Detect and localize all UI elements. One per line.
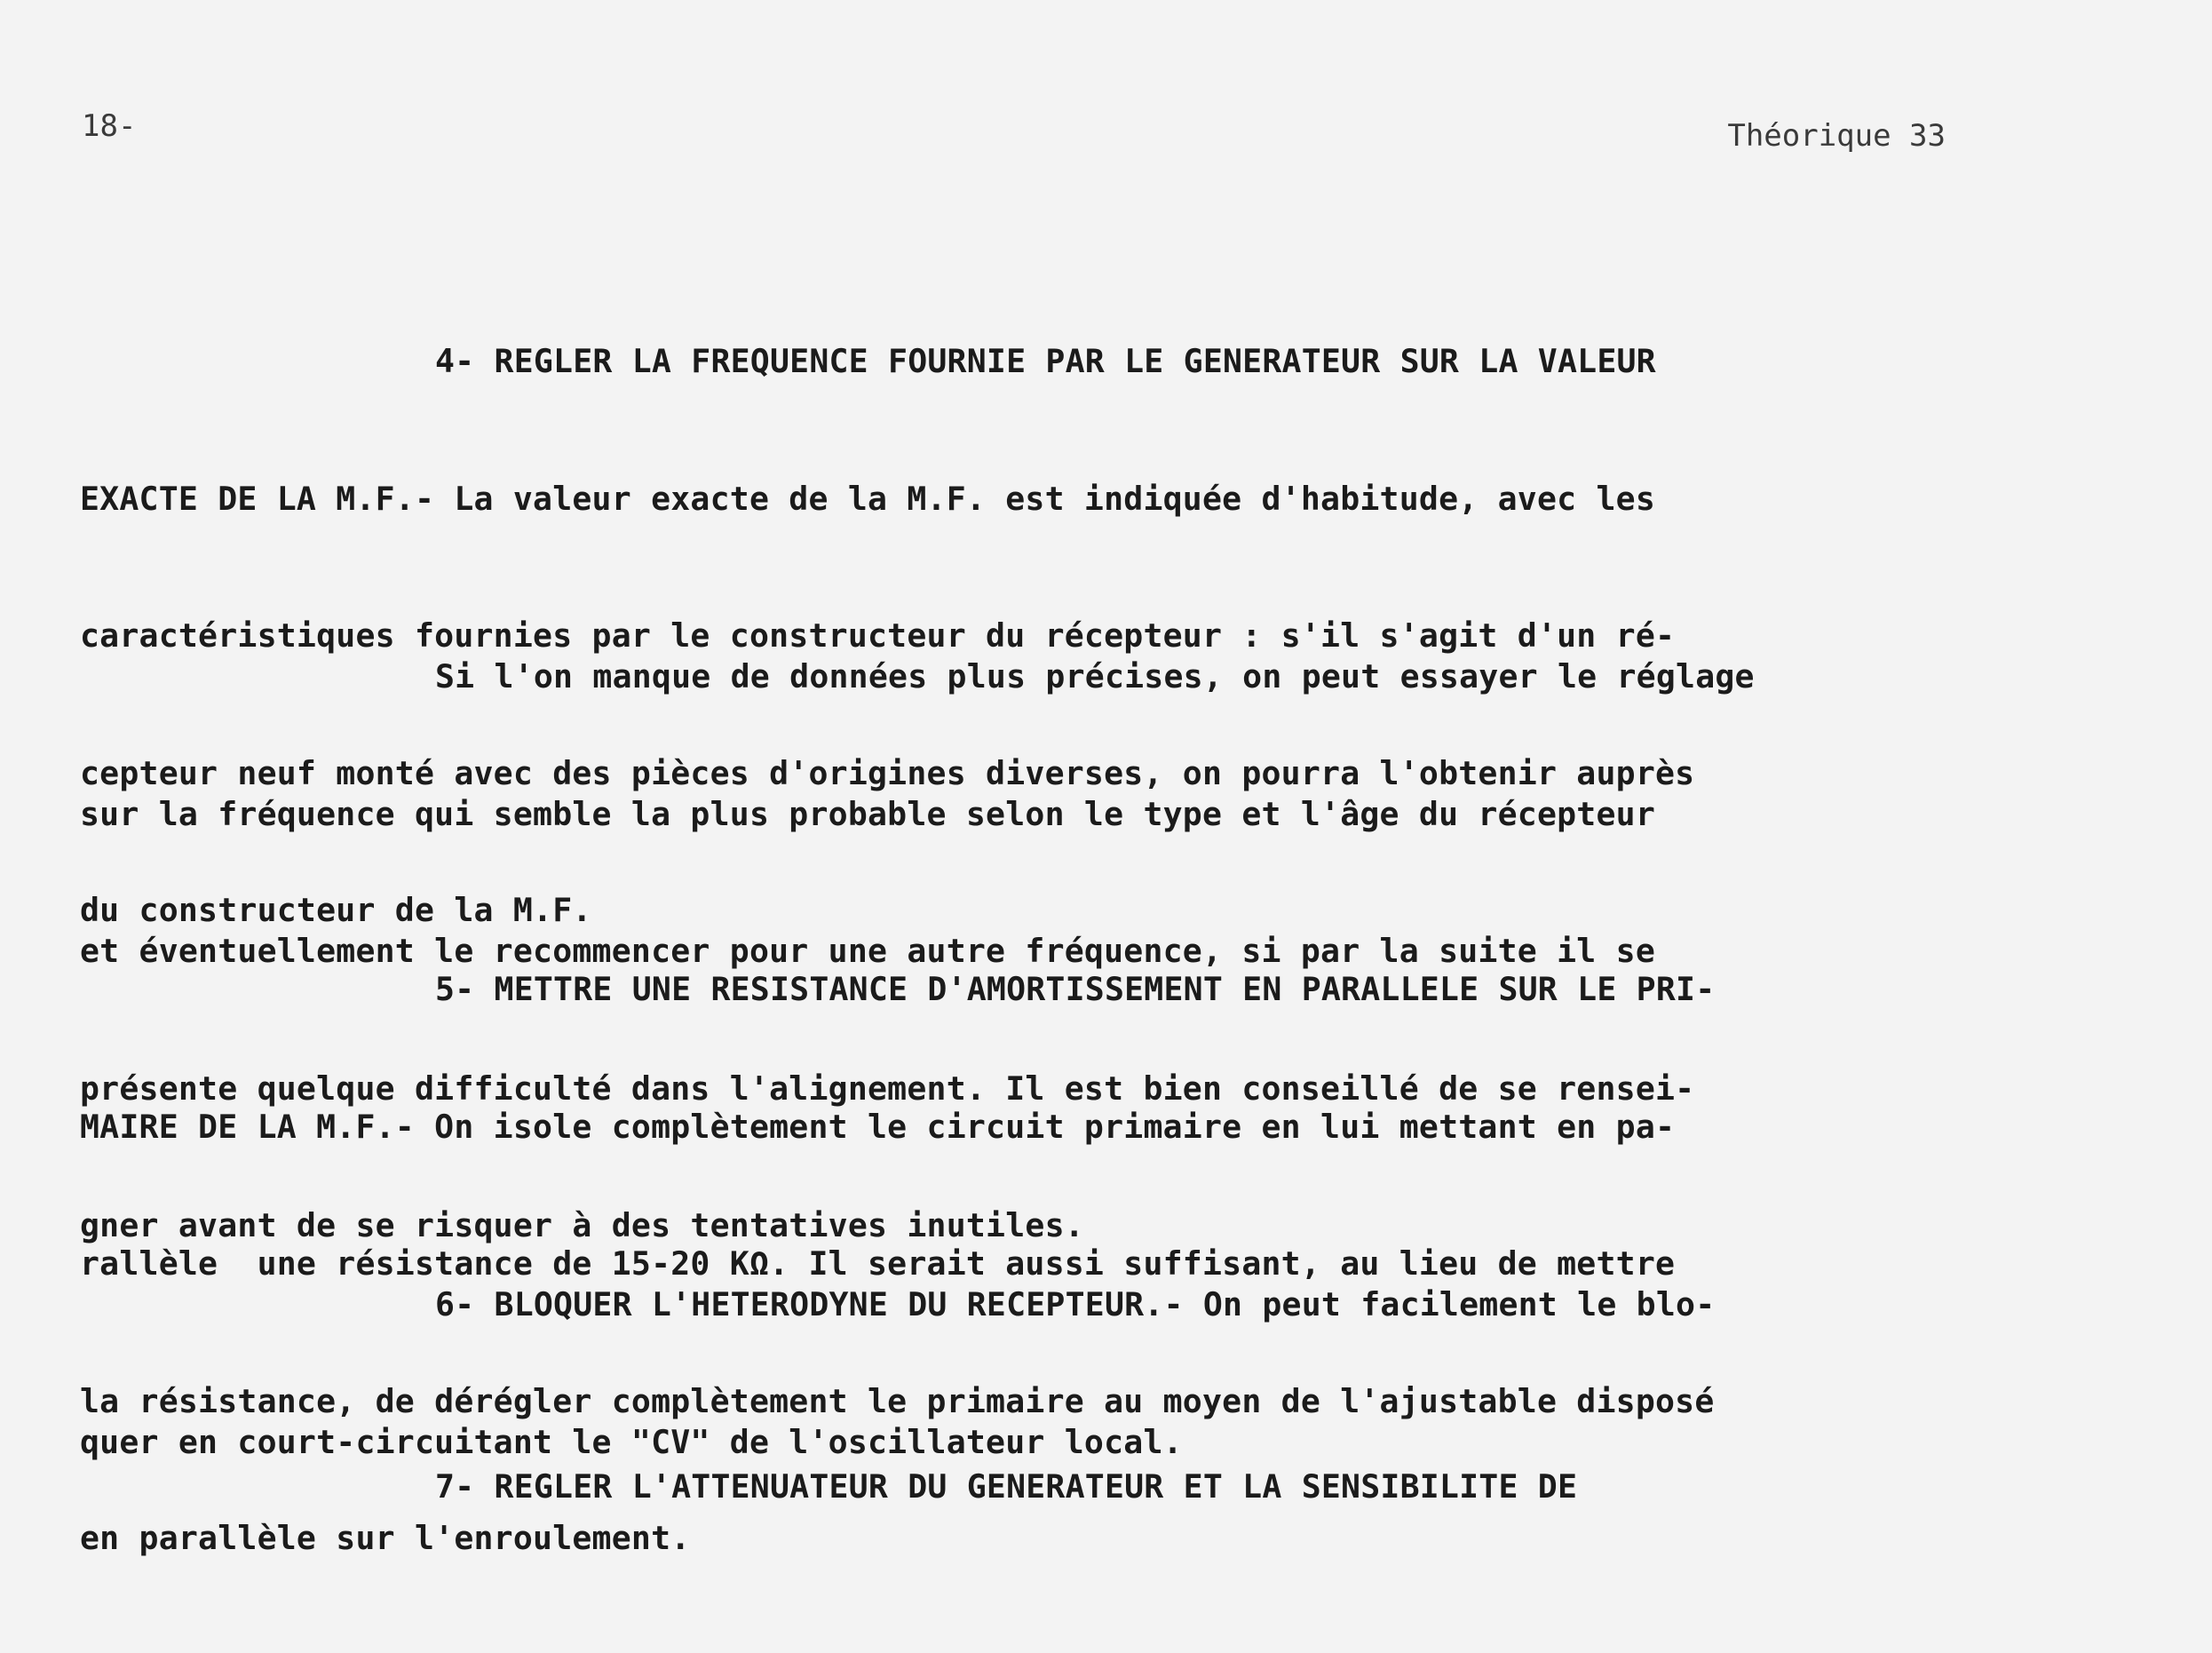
text-line: 6- BLOQUER L'HETERODYNE DU RECEPTEUR.- On peut facilement le blo- (435, 1285, 1716, 1323)
text-line: 5- METTRE UNE RESISTANCE D'AMORTISSEMENT EN PARALLELE SUR LE PRI- (435, 970, 1716, 1008)
text-line: sur la fréquence qui semble la plus probable selon le type et l'âge du récepteur (80, 794, 1655, 833)
text-line: du constructeur de la M.F. (80, 891, 592, 929)
text-line: en parallèle sur l'enroulement. (80, 1519, 691, 1557)
text-line: MAIRE DE LA M.F.- On isole complètement le circuit primaire en lui mettant en pa- (80, 1107, 1676, 1146)
text-line: et éventuellement le recommencer pour une autre fréquence, si par la suite il se (80, 932, 1655, 970)
paragraph-section-7 (80, 1372, 1980, 1601)
text-line: Si l'on manque de données plus précises, on peut essayer le réglage (435, 657, 1755, 695)
page-number: 18- (82, 108, 137, 144)
text-line: la résistance, de dérégler complètement le primaire au moyen de l'ajustable disposé (80, 1381, 1715, 1420)
text-line: présente quelque difficulté dans l'alignement. Il est bien conseillé de se rensei- (80, 1069, 1695, 1108)
text-line: quer en court-circuitant le "CV" de l'oscillateur local. (80, 1422, 1183, 1461)
text-line: gner avant de se risquer à des tentatives inutiles. (80, 1206, 1084, 1244)
text-line: rallèle une résistance de 15-20 KΩ. Il serait aussi suffisant, au lieu de mettre (80, 1244, 1676, 1283)
text-line: 4- REGLER LA FREQUENCE FOURNIE PAR LE GENERATEUR SUR LA VALEUR (435, 342, 1656, 380)
text-line: caractéristiques fournies par le constructeur du récepteur : s'il s'agit d'un ré- (80, 616, 1676, 655)
text-line: cepteur neuf monté avec des pièces d'origines diverses, on pourra l'obtenir auprès (80, 753, 1695, 792)
text-line: 7- REGLER L'ATTENUATEUR DU GENERATEUR ET LA SENSIBILITE DE (435, 1467, 1578, 1506)
running-title: Théorique 33 (1727, 118, 1946, 154)
text-line: EXACTE DE LA M.F.- La valeur exacte de la M.F. est indiquée d'habitude, avec les (80, 479, 1655, 518)
